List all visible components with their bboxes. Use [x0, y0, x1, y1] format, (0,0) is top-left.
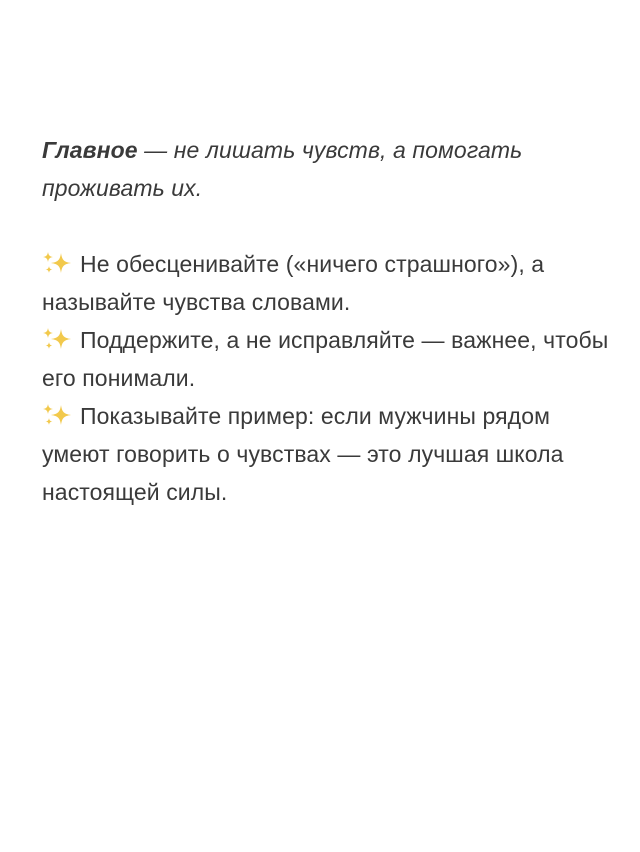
note-body [42, 131, 612, 511]
tip-text: Не обесценивайте («ничего страшного»), а называйте чувства словами. [42, 251, 545, 315]
tip-item [42, 397, 612, 511]
tip-item [42, 321, 612, 397]
tip-text: Показывайте пример: если мужчины рядом умеют говорить о чувствах — это лучшая школа настоящей силы. [42, 403, 564, 505]
paragraph-spacer [42, 207, 612, 245]
tip-text: Поддержите, а не исправляйте — важнее, чтобы его понимали. [42, 327, 609, 391]
sparkles-icon [42, 327, 72, 351]
sparkles-icon [42, 251, 72, 275]
intro-lead: Главное [42, 137, 138, 163]
tips-list [42, 245, 612, 511]
tip-item [42, 245, 612, 321]
sparkles-icon [42, 403, 72, 427]
intro-text: — не лишать чувств, а помогать проживать их. [42, 137, 523, 201]
intro-paragraph [42, 131, 612, 207]
